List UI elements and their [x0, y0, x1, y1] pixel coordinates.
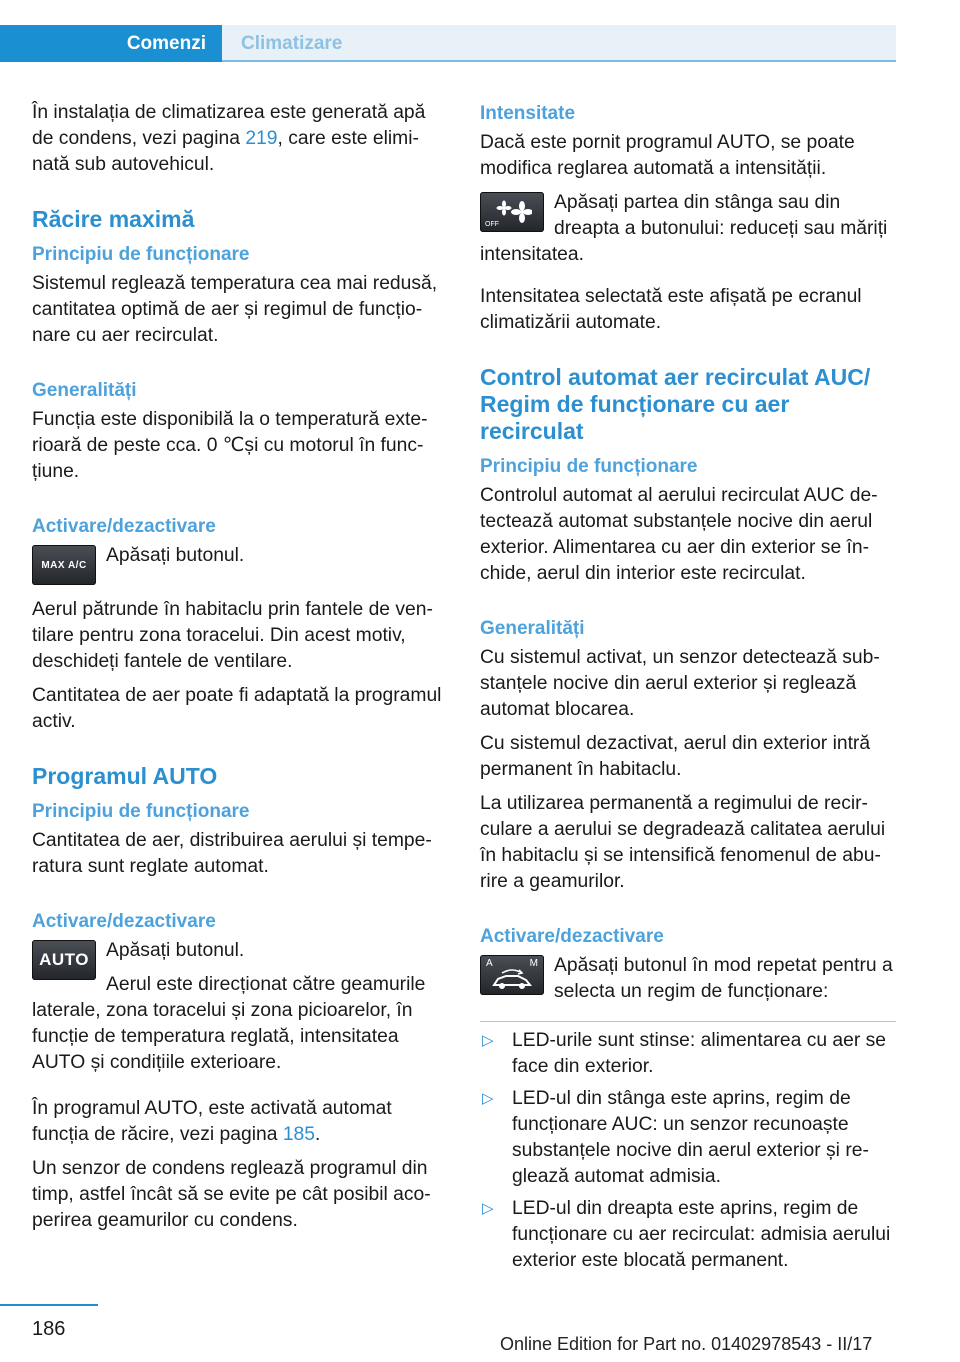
subheading-generalitati-1: Generalități — [32, 380, 137, 401]
paragraph-apasati-am: Apăsați butonul în mod repetat pentru a selecta un regim de funcționare: — [554, 955, 893, 1002]
heading-control-auc: Control automat aer recirculat AUC/ Regim de funcționare cu aer recirculat — [480, 364, 871, 444]
paragraph-principiu-3: Controlul automat al aerului recirculat AUC detectează automat substanțele nocive din aerul exterior. Alimentarea cu aer din exterior se închide, aerul din interior este recirculat. — [480, 485, 878, 584]
subheading-activare-3: Activare/dezactivare — [480, 926, 664, 947]
page-number: 186 — [32, 1318, 66, 1340]
paragraph-principiu-2: Cantitatea de aer, distribuirea aerului și temperatura sunt reglate automat. — [32, 830, 432, 877]
paragraph-generalitati-1: Funcția este disponibilă la o temperatură exterioară de peste cca. 0 ℃și cu motorul în funcțiune. — [32, 409, 428, 482]
heading-programul-auto: Programul AUTO — [32, 763, 218, 789]
m-label: M — [529, 958, 538, 969]
paragraph-senzor-condens: Un senzor de condens reglează programul din timp, astfel încât să se evite pe cât posibil acoperirea geamurilor cu condens. — [32, 1158, 431, 1231]
list-item — [480, 1086, 896, 1190]
paragraph-apasati-1: Apăsați butonul. — [106, 545, 245, 566]
fan-row — [480, 190, 896, 276]
list-top-rule — [480, 1021, 896, 1022]
paragraph-aerul: Aerul pătrunde în habitaclu prin fantele de ventilare pentru zona toracelui. Din acest motiv, deschideți fantele de ventilare. — [32, 599, 433, 672]
triangle-bullet-icon: ▷ — [482, 1200, 494, 1217]
subheading-generalitati-2: Generalități — [480, 618, 585, 639]
tab-climatizare: Climatizare — [222, 25, 896, 62]
triangle-bullet-icon: ▷ — [482, 1032, 494, 1049]
edition-footer: Online Edition for Part no. 01402978543 - II/17 — [500, 1334, 873, 1354]
header-rule — [222, 60, 896, 62]
a-label: A — [486, 958, 493, 969]
list-item — [480, 1196, 896, 1274]
maxac-row — [32, 543, 448, 589]
paragraph-generalitati-2c: La utilizarea permanentă a regimului de recirculare a aerului se degradează calitatea aerului în habitaclu și se intensifică fenomenul de aburire a geamurilor. — [480, 793, 886, 892]
prog-text-end: . — [314, 1124, 321, 1145]
paragraph-principiu-1: Sistemul reglează temperatura cea mai redusă, cantitatea optimă de aer și regimul de funcționare cu aer recirculat. — [32, 273, 438, 346]
page-number-bar — [0, 1304, 98, 1306]
paragraph-generalitati-2a: Cu sistemul activat, un senzor detectează substanțele nocive din aerul exterior și reglează automat blocarea. — [480, 647, 880, 720]
triangle-bullet-icon: ▷ — [482, 1090, 494, 1107]
paragraph-apasati-2: Apăsați butonul. — [106, 940, 245, 961]
list-item-text: LED-ul din dreapta este aprins, regim de funcționare cu aer recirculat: admisia aerului exterior este blocată permanent. — [512, 1198, 891, 1271]
auc-row — [480, 953, 896, 1013]
paragraph-apasati-fan: Apăsați partea din stânga sau din dreapta a butonului: reduceți sau măriți intensitatea. — [480, 192, 888, 265]
tab-comenzi: Comenzi — [0, 25, 222, 62]
off-label: OFF — [485, 221, 499, 228]
paragraph-programul-auto — [32, 1096, 448, 1148]
subheading-principiu-2: Principiu de funcționare — [32, 801, 250, 822]
list-item-text: LED-ul din stânga este aprins, regim de funcționare AUC: un senzor recunoaște substanțele nocive din aerul exterior și reglează automat admisia. — [512, 1088, 869, 1187]
subheading-activare-1: Activare/dezactivare — [32, 516, 216, 537]
paragraph-cantitatea: Cantitatea de aer poate fi adaptată la programul activ. — [32, 685, 442, 732]
intro-text: În instalația de climatizarea este generată apă de condens, vezi pagina — [32, 102, 426, 149]
heading-racire-maxima: Răcire maximă — [32, 206, 195, 232]
paragraph-aerul-directionat: Aerul este direcționat către geamurile laterale, zona toracelui și zona picioarelor, în funcție de temperatura reglată, intensitatea AUTO și condițiile exterioare. — [32, 974, 426, 1073]
subheading-activare-2: Activare/dezactivare — [32, 911, 216, 932]
list-item — [480, 1028, 896, 1080]
header-bar — [0, 0, 960, 62]
subheading-intensitate: Intensitate — [480, 103, 576, 124]
car-recirculation-icon — [488, 967, 536, 993]
left-column — [32, 100, 448, 1242]
page-link-219[interactable]: 219 — [245, 128, 278, 149]
intro-text-end: , care este eliminată sub autovehicul. — [32, 128, 419, 175]
page-link-185[interactable]: 185 — [282, 1124, 315, 1145]
right-column — [480, 100, 896, 1280]
paragraph-intensitate: Dacă este pornit programul AUTO, se poate modifica reglarea automată a intensității. — [480, 132, 855, 179]
mode-list — [480, 1028, 896, 1274]
auto-button-icon: AUTO — [32, 940, 96, 980]
subheading-principiu-3: Principiu de funcționare — [480, 456, 698, 477]
paragraph-generalitati-2b: Cu sistemul dezactivat, aerul din exterior intră permanent în habitaclu. — [480, 733, 871, 780]
prog-text: În programul AUTO, este activată automat funcția de răcire, vezi pagina — [32, 1098, 392, 1145]
max-ac-button-icon: MAX A/C — [32, 545, 96, 585]
list-item-text: LED-urile sunt stinse: alimentarea cu aer se face din exterior. — [512, 1030, 887, 1077]
auto-row — [32, 938, 448, 1076]
fan-intensity-button-icon — [480, 192, 544, 232]
subheading-principiu-1: Principiu de funcționare — [32, 244, 250, 265]
auc-recirculation-button-icon — [480, 955, 544, 995]
paragraph-intensitate-afisata: Intensitatea selectată este afișată pe ecranul climatizării automate. — [480, 286, 862, 333]
intro-paragraph — [32, 100, 448, 178]
